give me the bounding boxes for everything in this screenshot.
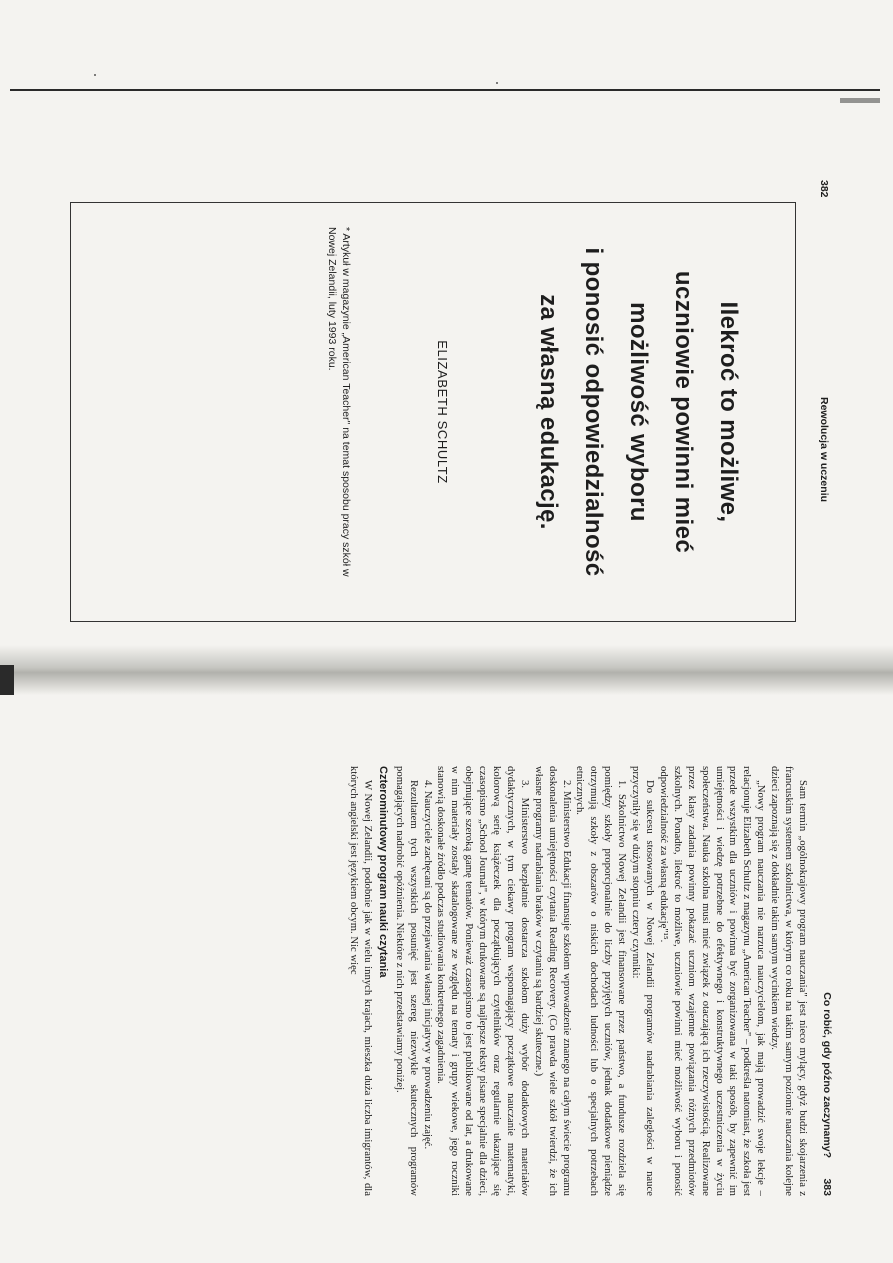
title-line: Ilekroć to możliwe, — [715, 301, 742, 523]
running-title: Rewolucja w uczeniu — [818, 397, 830, 503]
paragraph: 2. Ministerstwo Edukacji finansuje szkołom wprowadzenie znanego na całym świecie programu doskonalenia umiejętności czytania Reading Recovery. (Co prawda wiele szkół twierdzi, że ich własne programy nadrabiania braków w czytaniu są bardziej skuteczne.) — [532, 766, 573, 1196]
paragraph: Rezultatem tych wszystkich posunięć jest szereg niezwykle skutecznych programów pomagających nadrobić opóźnienia. Niektóre z nich przedstawiamy poniżej. — [393, 766, 420, 1196]
article-author: ELIZABETH SCHULTZ — [435, 340, 450, 484]
paragraph: Sam termin „ogólnokrajowy program nauczania" jest nieco mylący, gdyż budzi skojarzenia z francuskim systemem szkolnictwa, w którym co roku na takim samym poziomie nauczania kolejne dzieci zapoznają się z dokładnie takim samym wycinkiem wiedzy. — [769, 766, 809, 1196]
body-text — [346, 766, 809, 1196]
left-page — [62, 172, 832, 640]
gutter-shadow — [0, 665, 14, 695]
scan-speck — [496, 82, 498, 84]
scan-mark — [840, 98, 880, 103]
paragraph: 3. Ministerstwo bezpłatnie dostarcza szkołom duży wybór dodatkowych materiałów dydaktycznych, w tym ciekawy program wspomagający początkowe nauczanie matematyki, kolorową serię książeczek dla początkujących czytelników oraz regularnie ukazujące się czasopismo „School Journal", w którym drukowane są najlepsze teksty pisane specjalnie dla dzieci, obejmujące szeroką gamę tematów. Ponieważ czasopismo to jest publikowane od lat, a drukowane w nim materiały zostały skatalogowane ze względu na tematy i grupy wiekowe, jego roczniki stanowią doskonałe źródło podczas studiowania konkretnego zagadnienia. — [435, 766, 531, 1196]
paragraph: 1. Szkolnictwo Nowej Zelandii jest finansowane przez państwo, a fundusze rozdziela się pomiędzy szkoły proporcjonalnie do liczby przyjętych uczniów, jednak dodatkowe pieniądze otrzymują szkoły z obszarów o niskich dochodach ludności lub o specjalnych potrzebach etnicznych. — [574, 766, 629, 1196]
section-heading: Czterominutowy program nauki czytania — [376, 766, 389, 978]
title-line: możliwość wyboru — [625, 302, 652, 522]
running-head — [812, 172, 832, 640]
paragraph: Do sukcesu stosowanych w Nowej Zelandii programów nadrabiania zaległości w nauce przyczyniły się w dużym stopniu cztery czynniki: — [630, 766, 657, 1196]
book-gutter — [0, 645, 893, 695]
scan-speck — [94, 74, 96, 76]
page-number: 383 — [821, 1178, 833, 1196]
paragraph: „Nowy program nauczania nie narzuca nauczycielom, jak mają prowadzić swoje lekcje – relacjonuje Elizabeth Schultz z magazynu „American Teacher" – podkreśla natomiast, że szkoła jest przede wszystkim dla uczniów i powinna być zorganizowana w taki sposób, by zapewnić im umiejętności i wiedzę potrzebne do efektywnego i konstruktywnego uczestniczenia w życiu społeczeństwa. Nauka szkolna musi mieć związek z otaczającą ich rzeczywistością. Realizowane przez klasy zadania powinny pokazać uczniom wzajemne powiązania różnych przedmiotów szkolnych. Ponadto, ilekroć to możliwe, uczniowie powinni mieć możliwość wyboru i ponosić odpowiedzialność za własną edukację"¹⁵. — [657, 766, 768, 1196]
running-head — [815, 760, 835, 1202]
running-title: Co robić, gdy późno zaczynamy? — [821, 992, 833, 1158]
paragraph: 4. Nauczyciele zachęcani są do przejawiania własnej inicjatywy w prowadzeniu zajęć. — [421, 780, 434, 1150]
footnote: * Artykuł w magazynie „American Teacher" na temat sposobu pracy szkół w Nowej Zelandii, luty 1993 roku. — [326, 227, 352, 577]
title-line: uczniowie powinni mieć — [670, 270, 697, 554]
page-number: 382 — [818, 180, 830, 198]
top-rule — [10, 89, 880, 91]
article-title — [526, 203, 751, 621]
article-box — [70, 202, 796, 622]
paragraph: W Nowej Zelandii, podobnie jak w wielu innych krajach, mieszka duża liczba imigrantów, dla których angielski jest językiem obcym. Nic więc — [348, 766, 374, 1196]
right-page — [65, 760, 835, 1202]
title-line: i ponosić odpowiedzialność — [580, 247, 607, 577]
title-line: za własną edukację. — [535, 294, 562, 530]
